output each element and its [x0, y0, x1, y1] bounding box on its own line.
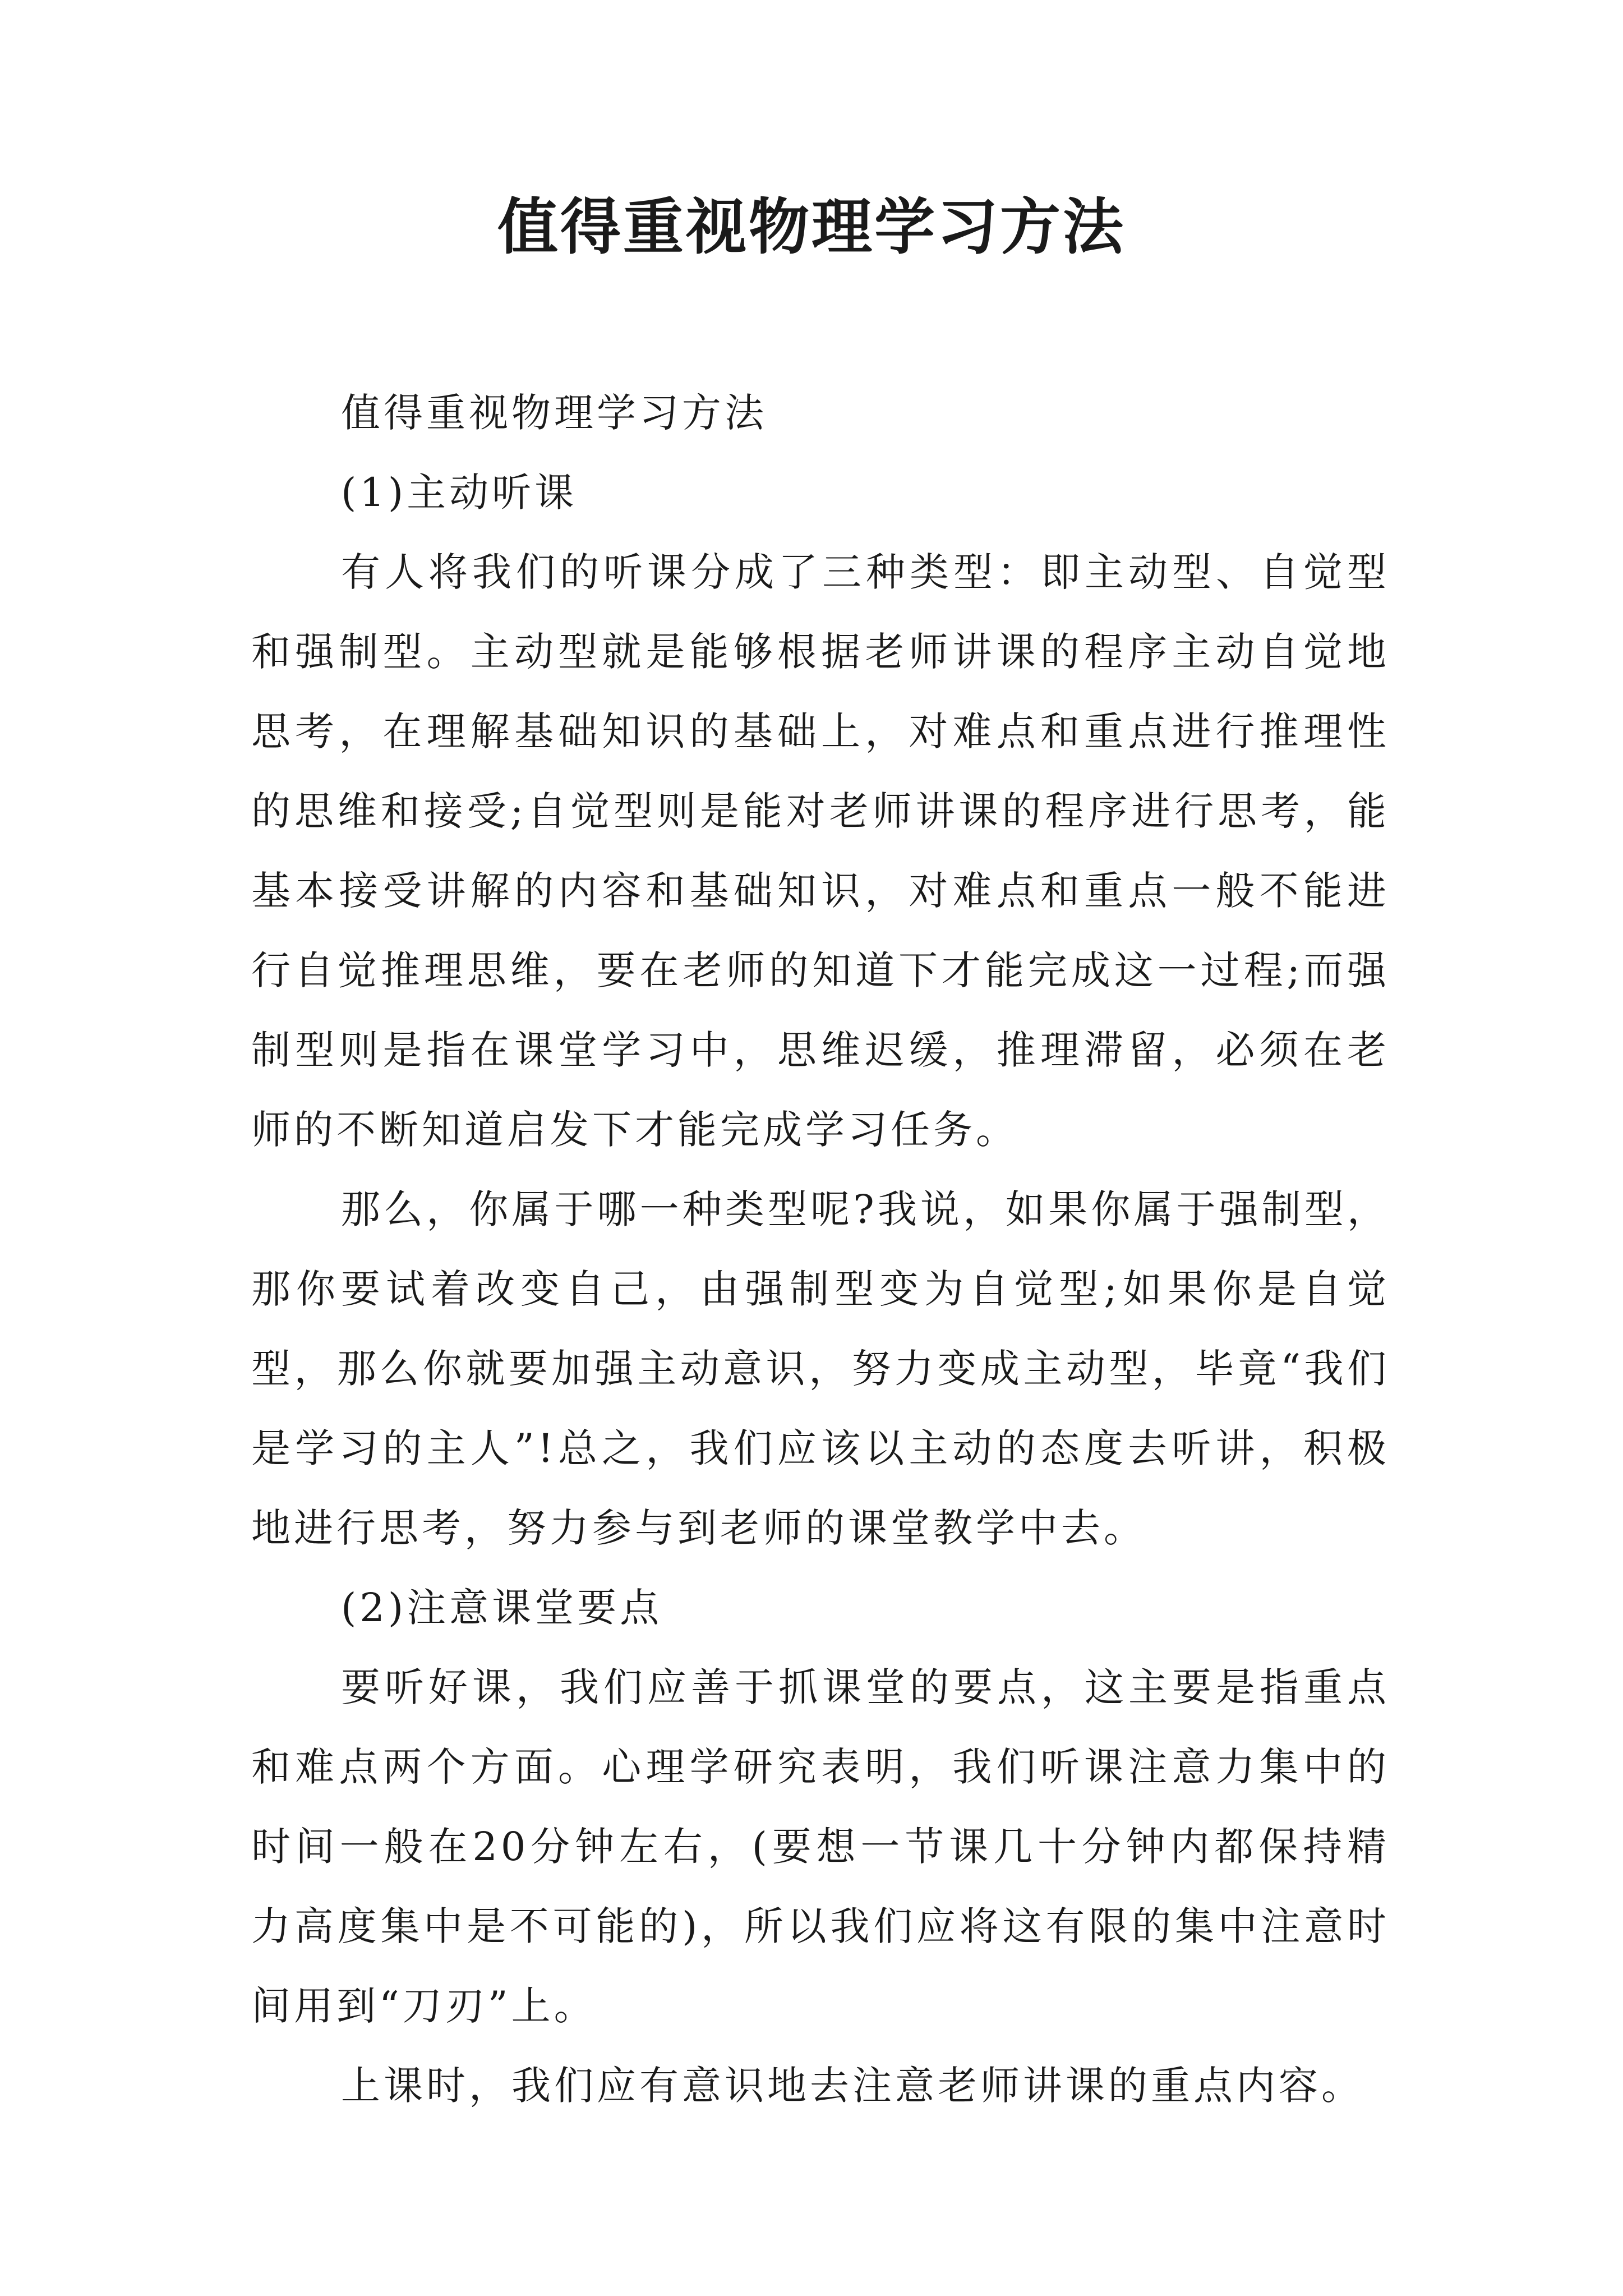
paragraph-listening-types: 有人将我们的听课分成了三种类型：即主动型、自觉型和强制型。主动型就是能够根据老师讲课的程序主动自觉地思考，在理解基础知识的基础上，对难点和重点进行推理性的思维和接受;自觉型则是能对老师讲课的程序进行思考，能基本接受讲解的内容和基础知识，对难点和重点一般不能进行自觉推理思维，要在老师的知道下才能完成这一过程;而强制型则是指在课堂学习中，思维迟缓，推理滞留，必须在老师的不断知道启发下才能完成学习任务。	[251, 549, 1390, 1153]
section-heading-1: (1)主动听课	[341, 470, 578, 516]
paragraph-which-type: 那么，你属于哪一种类型呢?我说，如果你属于强制型，那你要试着改变自己，由强制型变为自觉型;如果你是自觉型，那么你就要加强主动意识，努力变成主动型，毕竟“我们是学习的主人”!总之，我们应该以主动的态度去听讲，积极地进行思考，努力参与到老师的课堂教学中去。	[251, 1186, 1390, 1551]
document-title: 值得重视物理学习方法	[497, 192, 1126, 263]
paragraph-key-points: 要听好课，我们应善于抓课堂的要点，这主要是指重点和难点两个方面。心理学研究表明，我们听课注意力集中的时间一般在20分钟左右，(要想一节课几十分钟内都保持精力高度集中是不可能的)，所以我们应将这有限的集中注意时间用到“刀刃”上。	[251, 1664, 1390, 2029]
section-heading-2: (2)注意课堂要点	[341, 1585, 663, 1631]
paragraph-heading: 值得重视物理学习方法	[341, 390, 767, 436]
paragraph-in-class: 上课时，我们应有意识地去注意老师讲课的重点内容。	[341, 2063, 1364, 2109]
document-body	[251, 373, 1390, 2125]
